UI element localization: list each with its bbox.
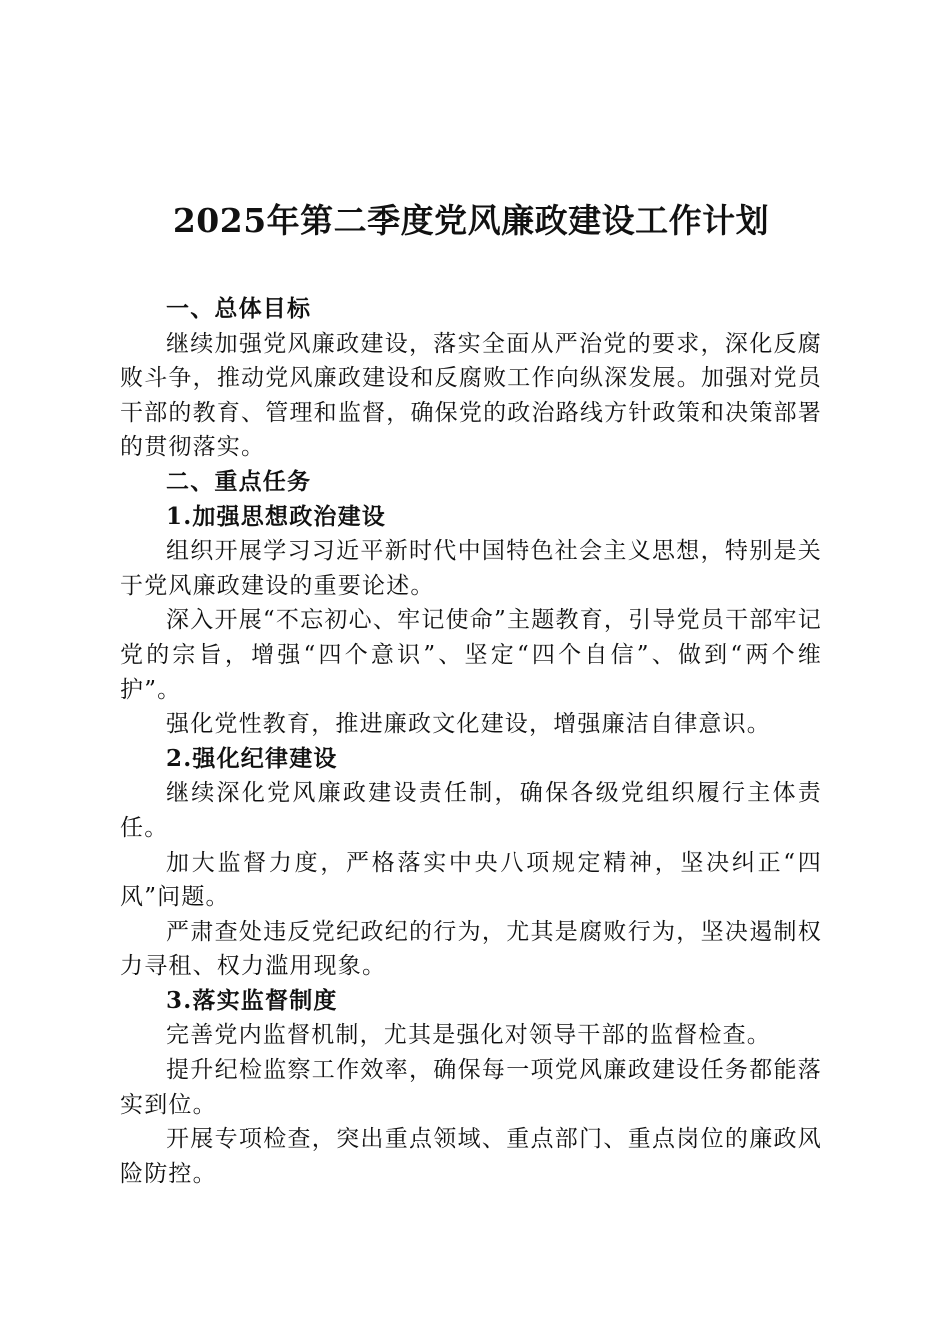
paragraph: 继续加强党风廉政建设，落实全面从严治党的要求，深化反腐败斗争，推动党风廉政建设和反腐败工作向纵深发展。加强对党员干部的教育、管理和监督，确保党的政治路线方针政策和决策部署的贯彻落实。 (120, 330, 822, 461)
document-body (120, 292, 822, 1191)
section-heading: 一、总体目标 (166, 295, 312, 322)
paragraph: 组织开展学习习近平新时代中国特色社会主义思想，特别是关于党风廉政建设的重要论述。 (120, 538, 822, 599)
subsection-heading: 2.强化纪律建设 (166, 744, 338, 772)
section-heading: 二、重点任务 (166, 467, 312, 495)
paragraph: 开展专项检查，突出重点领域、重点部门、重点岗位的廉政风险防控。 (120, 1126, 822, 1187)
paragraph: 加大监督力度，严格落实中央八项规定精神，坚决纠正“四风”问题。 (120, 849, 822, 911)
paragraph: 继续深化党风廉政建设责任制，确保各级党组织履行主体责任。 (120, 780, 822, 841)
subsection-heading: 3.落实监督制度 (166, 986, 338, 1014)
subsection-heading: 1.加强思想政治建设 (166, 502, 387, 530)
document-title: 2025年第二季度党风廉政建设工作计划 (172, 201, 770, 240)
paragraph: 强化党性教育，推进廉政文化建设，增强廉洁自律意识。 (166, 711, 771, 738)
paragraph: 完善党内监督机制，尤其是强化对领导干部的监督检查。 (166, 1022, 771, 1049)
paragraph: 深入开展“不忘初心、牢记使命”主题教育，引导党员干部牢记党的宗旨，增强“四个意识”、坚定“四个自信”、做到“两个维护”。 (120, 607, 822, 703)
paragraph: 严肃查处违反党纪政纪的行为，尤其是腐败行为，坚决遏制权力寻租、权力滥用现象。 (120, 918, 822, 980)
paragraph: 提升纪检监察工作效率，确保每一项党风廉政建设任务都能落实到位。 (120, 1057, 822, 1118)
